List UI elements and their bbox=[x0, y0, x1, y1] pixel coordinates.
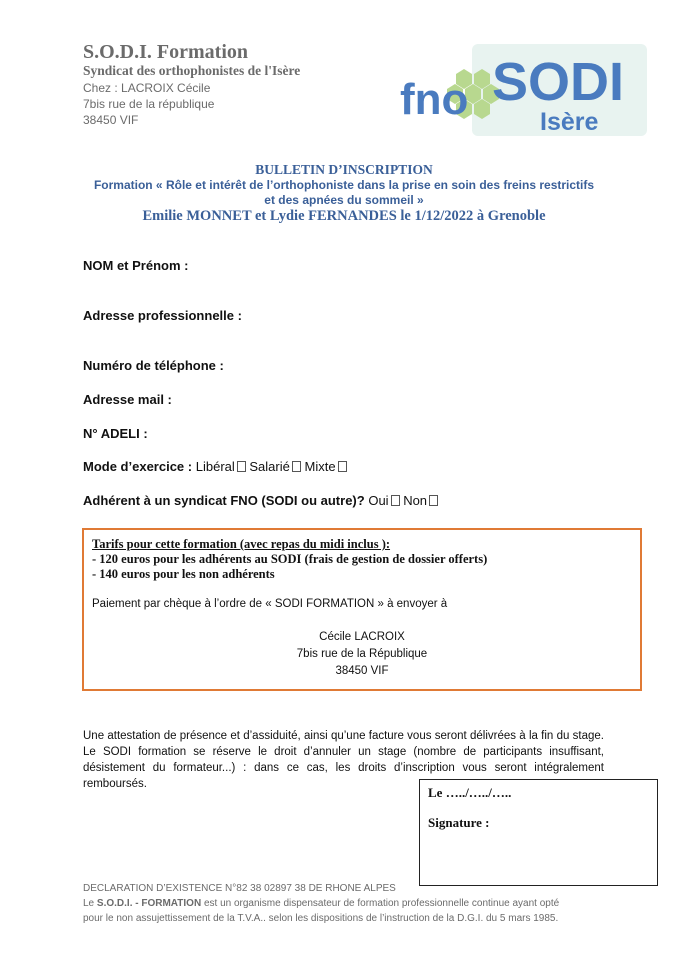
footer-line-2 bbox=[83, 898, 559, 909]
adherent-option-oui: Oui bbox=[368, 493, 389, 508]
phone-label: Numéro de téléphone : bbox=[83, 358, 224, 373]
mode-row bbox=[83, 459, 347, 474]
checkbox-salarie[interactable] bbox=[292, 461, 301, 472]
tarif-line-non-adherents: - 140 euros pour les non adhérents bbox=[92, 567, 275, 581]
checkbox-liberal[interactable] bbox=[237, 461, 246, 472]
footer-declaration: DECLARATION D’EXISTENCE N°82 38 02897 38 DE RHONE ALPES bbox=[83, 883, 396, 894]
logo-fno-text: fno bbox=[400, 75, 469, 124]
logo-sodi-text: SODI bbox=[492, 52, 625, 112]
attestation-paragraph: Une attestation de présence et d’assiduité, ainsi qu’une facture vous seront délivrées à la fin du stage. Le SODI formation se réserve le droit d’annuler un stage (nombre de participants insuffisant, désistement du formateur...) : dans ce cas, les droits d’inscription vous seront intégralement remboursés. bbox=[83, 730, 604, 790]
footer-line-3: pour le non assujettissement de la T.V.A.. selon les dispositions de l’instruction de la D.G.I. du 5 mars 1985. bbox=[83, 913, 559, 924]
footer-line-2-prefix: Le bbox=[83, 898, 97, 909]
tarif-line-adherents: - 120 euros pour les adhérents au SODI (frais de gestion de dossier offerts) bbox=[92, 552, 488, 566]
footer-line-2-suffix: est un organisme dispensateur de formation professionnelle continue ayant opté bbox=[201, 898, 560, 909]
org-name: S.O.D.I. Formation bbox=[83, 41, 248, 63]
payment-instruction: Paiement par chèque à l’ordre de « SODI FORMATION » à envoyer à bbox=[92, 598, 448, 610]
mode-option-salarie: Salarié bbox=[249, 459, 290, 474]
sender-address-line-1: Chez : LACROIX Cécile bbox=[83, 81, 211, 95]
org-subtitle: Syndicat des orthophonistes de l'Isère bbox=[83, 63, 301, 78]
logo-region-text: Isère bbox=[540, 108, 599, 136]
name-label: NOM et Prénom : bbox=[83, 258, 189, 273]
adeli-label: N° ADELI : bbox=[83, 426, 148, 441]
signature-date-label: Le …../…../….. bbox=[428, 785, 512, 800]
sender-address-line-2: 7bis rue de la république bbox=[83, 97, 215, 111]
adherent-label: Adhérent à un syndicat FNO (SODI ou autre)? bbox=[83, 493, 365, 508]
mode-label: Mode d’exercice : bbox=[83, 459, 193, 474]
payment-address-line-2: 7bis rue de la République bbox=[296, 648, 428, 660]
adherent-option-non: Non bbox=[403, 493, 428, 508]
signature-label: Signature : bbox=[428, 815, 490, 830]
payment-address-line-3: 38450 VIF bbox=[335, 665, 389, 677]
checkbox-mixte[interactable] bbox=[338, 461, 347, 472]
tarif-heading: Tarifs pour cette formation (avec repas du midi inclus ): bbox=[92, 537, 391, 551]
mode-option-liberal: Libéral bbox=[195, 459, 235, 474]
form-speakers: Emilie MONNET et Lydie FERNANDES le 1/12/2022 à Grenoble bbox=[142, 208, 546, 224]
mode-option-mixte: Mixte bbox=[304, 459, 336, 474]
address-label: Adresse professionnelle : bbox=[83, 308, 242, 323]
email-label: Adresse mail : bbox=[83, 392, 172, 407]
checkbox-oui[interactable] bbox=[391, 495, 400, 506]
form-title: BULLETIN D’INSCRIPTION bbox=[255, 162, 433, 177]
sender-address-line-3: 38450 VIF bbox=[83, 113, 139, 127]
footer-org-name: S.O.D.I. - FORMATION bbox=[96, 898, 202, 909]
payment-address-line-1: Cécile LACROIX bbox=[319, 631, 405, 643]
fno-sodi-logo bbox=[400, 44, 650, 136]
checkbox-non[interactable] bbox=[429, 495, 438, 506]
adherent-row bbox=[83, 493, 438, 508]
form-subtitle: Formation « Rôle et intérêt de l’orthophoniste dans la prise en soin des freins restrictifs et des apnées du sommeil » bbox=[93, 178, 595, 207]
